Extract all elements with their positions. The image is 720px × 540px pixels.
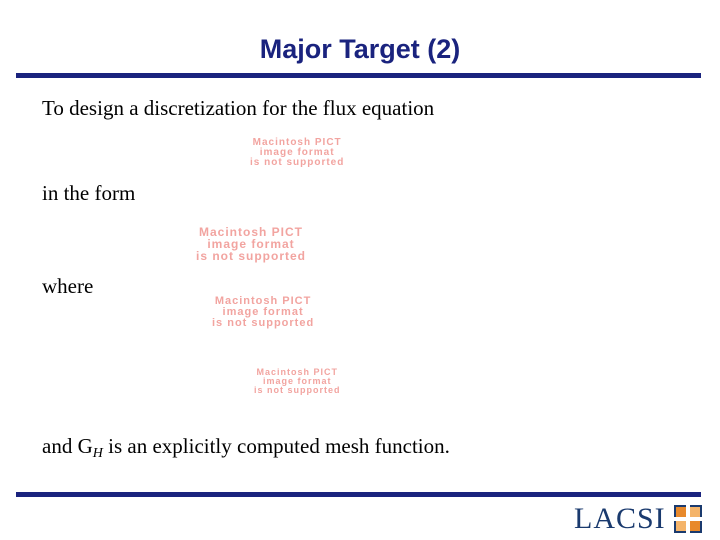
- intro-text: To design a discretization for the flux equation: [42, 96, 435, 120]
- pict-placeholder-1: Macintosh PICT image format is not supported: [250, 137, 345, 168]
- slide-title: Major Target (2): [259, 34, 461, 64]
- pict-placeholder-4: Macintosh PICT image format is not supported: [254, 367, 341, 395]
- footer-divider: [16, 492, 701, 497]
- lacsi-logo: [574, 503, 702, 535]
- form-text: in the form: [42, 181, 136, 205]
- where-text: where: [42, 274, 94, 298]
- title-divider: [16, 73, 701, 78]
- mesh-function-text: and $G_H$ is an explicitly computed mesh function.: [42, 434, 450, 461]
- logo-text: LACSI: [574, 502, 666, 535]
- logo-mark-icon: [674, 505, 702, 533]
- pict-placeholder-3: Macintosh PICT image format is not supported: [212, 295, 315, 329]
- pict-placeholder-2: Macintosh PICT image format is not supported: [196, 225, 306, 263]
